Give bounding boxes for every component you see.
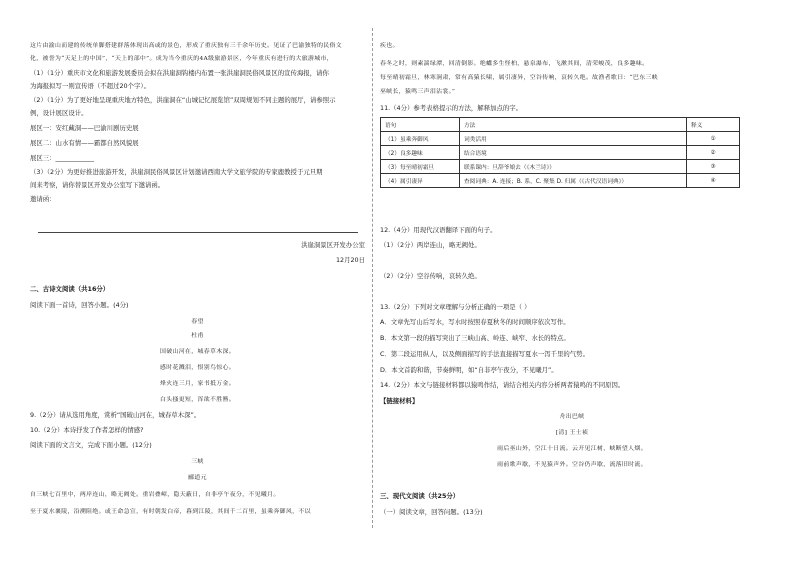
passage-line: 自三峡七百里中，两岸连山，略无阙处。重岩叠嶂，隐天蔽日，自非亭午夜分，不见曦月。 bbox=[30, 492, 280, 498]
poem-title: 春望 bbox=[191, 319, 204, 325]
table-row bbox=[381, 174, 740, 188]
question-14: 14.（2分）本文与链接材料都以猿鸣作结，请结合相关内容分析两者猿鸣的不同原因。 bbox=[380, 381, 625, 389]
intro-line: 化，被誉为“天足上的中国”，“天上的部中”。成为当今重庆的4A级旅游景区，今年重庆有进行的大旅游城市， bbox=[30, 56, 333, 62]
option-d: D．本文首韵和谐，节奏鲜明，如“自非亭午夜分，不见曦月”。 bbox=[380, 366, 558, 374]
explanation-table bbox=[380, 117, 740, 188]
question-12: 12.（4分）用现代汉语翻译下面的句子。 bbox=[380, 226, 497, 234]
table-cell: （3）每至晴初霜旦 bbox=[381, 160, 460, 174]
section-3-sub: （一）阅读文章，回答问题。(13分) bbox=[380, 508, 483, 516]
answer-line bbox=[38, 232, 358, 233]
poem-line: 白头搔更短，浑欲不胜簪。 bbox=[160, 397, 235, 403]
passage-line: 巫峡长，猿鸣三声泪沾裳。” bbox=[380, 89, 456, 95]
table-cell: （1）虽乘奔御风 bbox=[381, 132, 460, 146]
passage-line: 至于夏水襄陵，沿溯阻绝。或王命急宣，有时朝发白帝，暮到江陵，其间千二百里，虽乘奔御风，不以 bbox=[30, 509, 311, 515]
link-author: [清] 王士祯 bbox=[555, 430, 589, 436]
question-13: 13.（2分）下列对文章理解与分析正确的一项是（ ） bbox=[380, 303, 531, 311]
poem-line: 感时花溅泪，恨别鸟惊心。 bbox=[160, 365, 235, 371]
table-cell: ④ bbox=[687, 174, 740, 188]
table-cell: ① bbox=[687, 132, 740, 146]
question-2: （2）（1分）为了更好地呈现重庆地方特色，洪崖洞在“山城记忆展览馆”双周规划不同主题的展厅，请参照示 bbox=[30, 96, 336, 104]
table-row bbox=[381, 160, 740, 174]
link-line: 雨前歌声歇，不见猿声外。空谷仍声歇，流落旧时流。 bbox=[497, 462, 647, 468]
question-11: 11.（4分）参考表格提示的方法，解释加点的字。 bbox=[380, 104, 523, 112]
table-header-cell: 语句 bbox=[381, 118, 460, 132]
link-material-label: 【链接材料】 bbox=[380, 397, 419, 405]
table-cell: 结合语境 bbox=[460, 146, 687, 160]
poem-line: 国破山河在，城春草木深。 bbox=[160, 349, 235, 355]
table-cell: 查阅词典：A. 连接；B. 系，C. 聚集 D. 归属（《古代汉语词典》） bbox=[460, 174, 687, 188]
passage-line: 每至晴初霜旦，林寒涧肃，常有高猿长啸，属引凄异，空谷传响，哀转久绝。故渔者歌曰：“巴东三峡 bbox=[380, 75, 658, 81]
invitation-label: 邀请函： bbox=[30, 195, 56, 203]
poem-line: 烽火连三月，家书抵万金。 bbox=[160, 381, 235, 387]
table-cell: （4）属引凄异 bbox=[381, 174, 460, 188]
zone-3: 展区三：____________ bbox=[30, 154, 94, 162]
table-header-cell: 释义 bbox=[687, 118, 740, 132]
question-1: （1）（1分）重庆市文化和旅游发展委员会拟在洪崖洞钩楼内布置一张洪崖洞民俗风景区的宣传海报，请你 bbox=[30, 69, 329, 77]
table-cell: 词类活用 bbox=[460, 132, 687, 146]
question-12-1: （1）（2分）两岸连山，略无阙处。 bbox=[380, 241, 481, 249]
question-2-cont: 例，设计展区设计。 bbox=[30, 109, 88, 117]
link-line: 雨后巫山外，空江十日流。云开见江树，峡断望人烟。 bbox=[497, 446, 647, 452]
table-header-cell: 方法 bbox=[460, 118, 687, 132]
table-cell: （2）良多趣味 bbox=[381, 146, 460, 160]
question-3-cont: 间来考察，请你替景区开发办公室写下邀请函。 bbox=[30, 181, 165, 189]
date: 12月20日 bbox=[335, 256, 365, 264]
option-b: B．本文第一段的描写突出了三峡山高、岭连、峡窄、水长的特点。 bbox=[380, 334, 570, 342]
passage-author: 郦道元 bbox=[188, 475, 207, 481]
option-a: A．文章先写山后写水，写水时按照春夏秋冬的时间顺序依次写作。 bbox=[380, 318, 570, 326]
table-cell: ③ bbox=[687, 160, 740, 174]
zone-1: 展区一：安红藏洞——巴渝川剧历史展 bbox=[30, 124, 139, 132]
intro-line: 这片由渝山而建的传统单脚搭建群落体现出高或的景色，形成了重庆独有三千余年历史。见证了巴渝独特的民俗文 bbox=[30, 43, 343, 49]
passage-title: 三峡 bbox=[191, 459, 204, 465]
poem-intro: 阅读下面一首诗，回答小题。(4分) bbox=[30, 301, 129, 309]
question-1-cont: 为海报拟写一则宣传语（不超过20个字）。 bbox=[30, 82, 150, 90]
table-cell: ② bbox=[687, 146, 740, 160]
signature: 洪崖洞景区开发办公室 bbox=[301, 241, 365, 249]
option-c: C．第二段运用纵人，以及侧面描写的手法直接描写夏水一泻千里的气势。 bbox=[380, 350, 589, 358]
table-cell: 联系课内：旦辞爷娘去（《木兰诗》） bbox=[460, 160, 687, 174]
question-12-2: （2）（2分）空谷传响，哀转久绝。 bbox=[380, 272, 481, 280]
poem-author: 杜甫 bbox=[191, 333, 204, 339]
passage-line: 春冬之时，则素湍绿潭，回清倒影。绝巘多生怪柏，悬泉瀑布，飞漱其间，清荣峻茂，良多趣味。 bbox=[380, 61, 649, 67]
question-3: （3）（2分）为更好推进旅游开发，洪崖洞民俗风景区计划邀请西南大学文旅学院的专家鹿教授于元旦期 bbox=[30, 168, 323, 176]
column-divider bbox=[372, 28, 373, 528]
passage-intro: 阅读下面的文言文，完成下面小题。(12分) bbox=[30, 441, 152, 449]
section-2-title: 二、古诗文阅读（共16分） bbox=[30, 285, 110, 293]
question-9: 9.（2分）请从选用角度，赏析“国破山河在，城春草木深”。 bbox=[30, 411, 201, 419]
passage-line: 疾也。 bbox=[380, 43, 399, 49]
table-row bbox=[381, 146, 740, 160]
link-title: 舟出巴峡 bbox=[559, 414, 585, 420]
zone-2: 展区二：山水有情——霸都自然风貌展 bbox=[30, 139, 139, 147]
table-header-row bbox=[381, 118, 740, 132]
question-10: 10.（2分）本诗抒发了作者怎样的情感? bbox=[30, 426, 144, 434]
section-3-title: 三、现代文阅读（共25分） bbox=[380, 492, 460, 500]
table-row bbox=[381, 132, 740, 146]
